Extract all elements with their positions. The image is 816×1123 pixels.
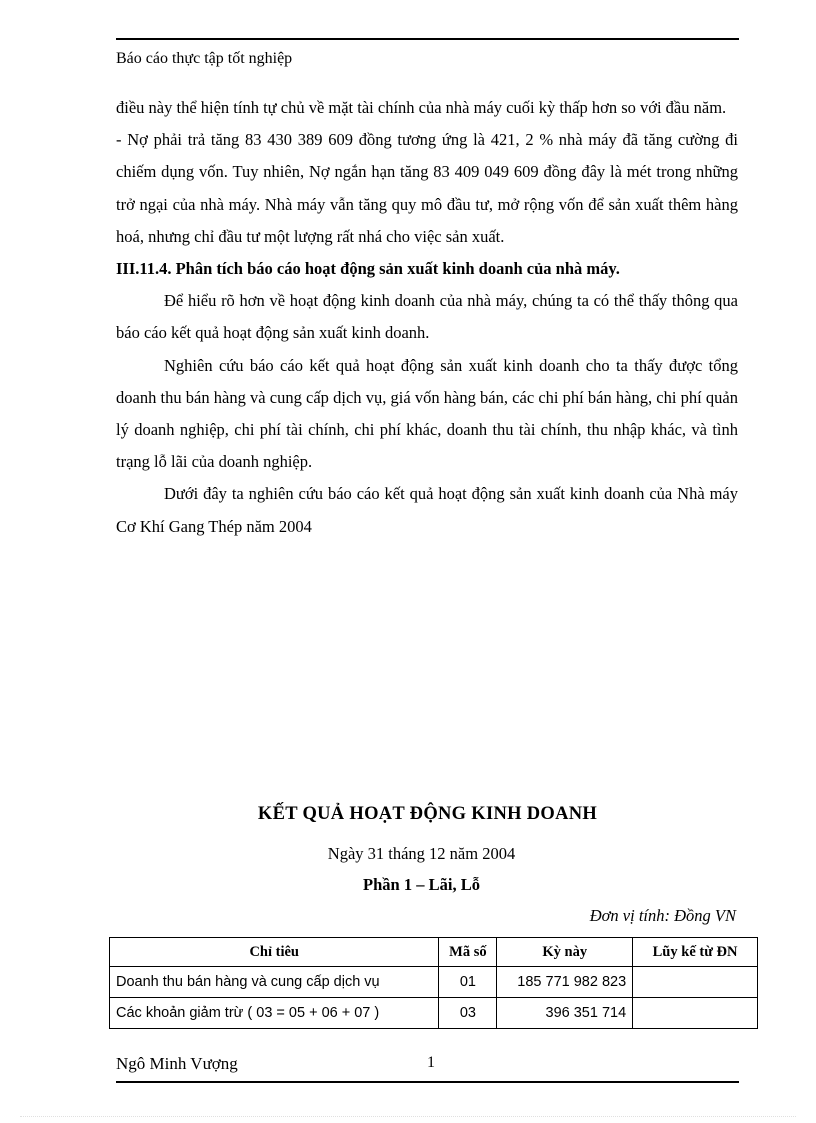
page-edge-divider	[20, 1116, 796, 1117]
paragraph: Nghiên cứu báo cáo kết quả hoạt động sản xuất kinh doanh cho ta thấy được tổng doanh thu bán hàng và cung cấp dịch vụ, giá vốn hàng bán, các chi phí bán hàng, chi phí quản lý doanh nghiệp, chi phí tài chính, chi phí khác, doanh thu tài chính, thu nhập khác, và tình trạng lỗ lãi của doanh nghiệp.	[116, 355, 738, 472]
header-ytd: Lũy kế từ ĐN	[633, 938, 758, 967]
report-date: Ngày 31 tháng 12 năm 2004	[327, 844, 516, 863]
cell-code: 03	[439, 998, 497, 1029]
header-period: Kỳ này	[497, 938, 633, 967]
header-indicator: Chỉ tiêu	[110, 938, 439, 967]
paragraph: Dưới đây ta nghiên cứu báo cáo kết quả hoạt động sản xuất kinh doanh của Nhà máy Cơ Khí Gang Thép năm 2004	[116, 484, 738, 536]
paragraph: Để hiểu rõ hơn về hoạt động kinh doanh của nhà máy, chúng ta có thể thấy thông qua báo cáo kết quả hoạt động sản xuất kinh doanh.	[116, 291, 738, 343]
header-code: Mã số	[439, 938, 497, 967]
income-statement-table	[109, 937, 758, 1029]
table-header-row	[110, 938, 758, 967]
cell-period: 396 351 714	[497, 998, 633, 1029]
cell-period: 185 771 982 823	[497, 967, 633, 998]
section-heading: III.11.4. Phân tích báo cáo hoạt động sản xuất kinh doanh của nhà máy.	[116, 259, 620, 279]
paragraph: điều này thể hiện tính tự chủ về mặt tài chính của nhà máy cuối kỳ thấp hơn so với đầu năm.	[116, 98, 727, 117]
footer-author: Ngô Minh Vượng	[116, 1054, 238, 1073]
header-rule	[116, 38, 739, 40]
cell-indicator: Doanh thu bán hàng và cung cấp dịch vụ	[110, 967, 439, 998]
cell-ytd	[633, 967, 758, 998]
document-header: Báo cáo thực tập tốt nghiệp	[116, 50, 293, 67]
table-row	[110, 998, 758, 1029]
cell-code: 01	[439, 967, 497, 998]
cell-ytd	[633, 998, 758, 1029]
footer-rule	[116, 1081, 739, 1083]
report-title: KẾT QUẢ HOẠT ĐỘNG KINH DOANH	[257, 804, 598, 824]
page-number: 1	[427, 1054, 435, 1071]
report-part: Phần 1 – Lãi, Lỗ	[363, 875, 480, 894]
table-row	[110, 967, 758, 998]
cell-indicator: Các khoản giảm trừ ( 03 = 05 + 06 + 07 )	[110, 998, 439, 1029]
paragraph: - Nợ phải trả tăng 83 430 389 609 đồng tương ứng là 421, 2 % nhà máy đã tăng cường đi chiếm dụng vốn. Tuy nhiên, Nợ ngắn hạn tăng 83 409 049 609 đồng đây là mét trong những trở ngại của nhà máy. Nhà máy vẫn tăng quy mô đầu tư, mở rộng vốn để sản xuất thêm hàng hoá, nhưng chỉ đầu tư một lượng rất nhá cho việc sản xuất.	[116, 130, 738, 246]
currency-unit: Đơn vị tính: Đồng VN	[589, 906, 736, 925]
body-text	[116, 92, 738, 543]
